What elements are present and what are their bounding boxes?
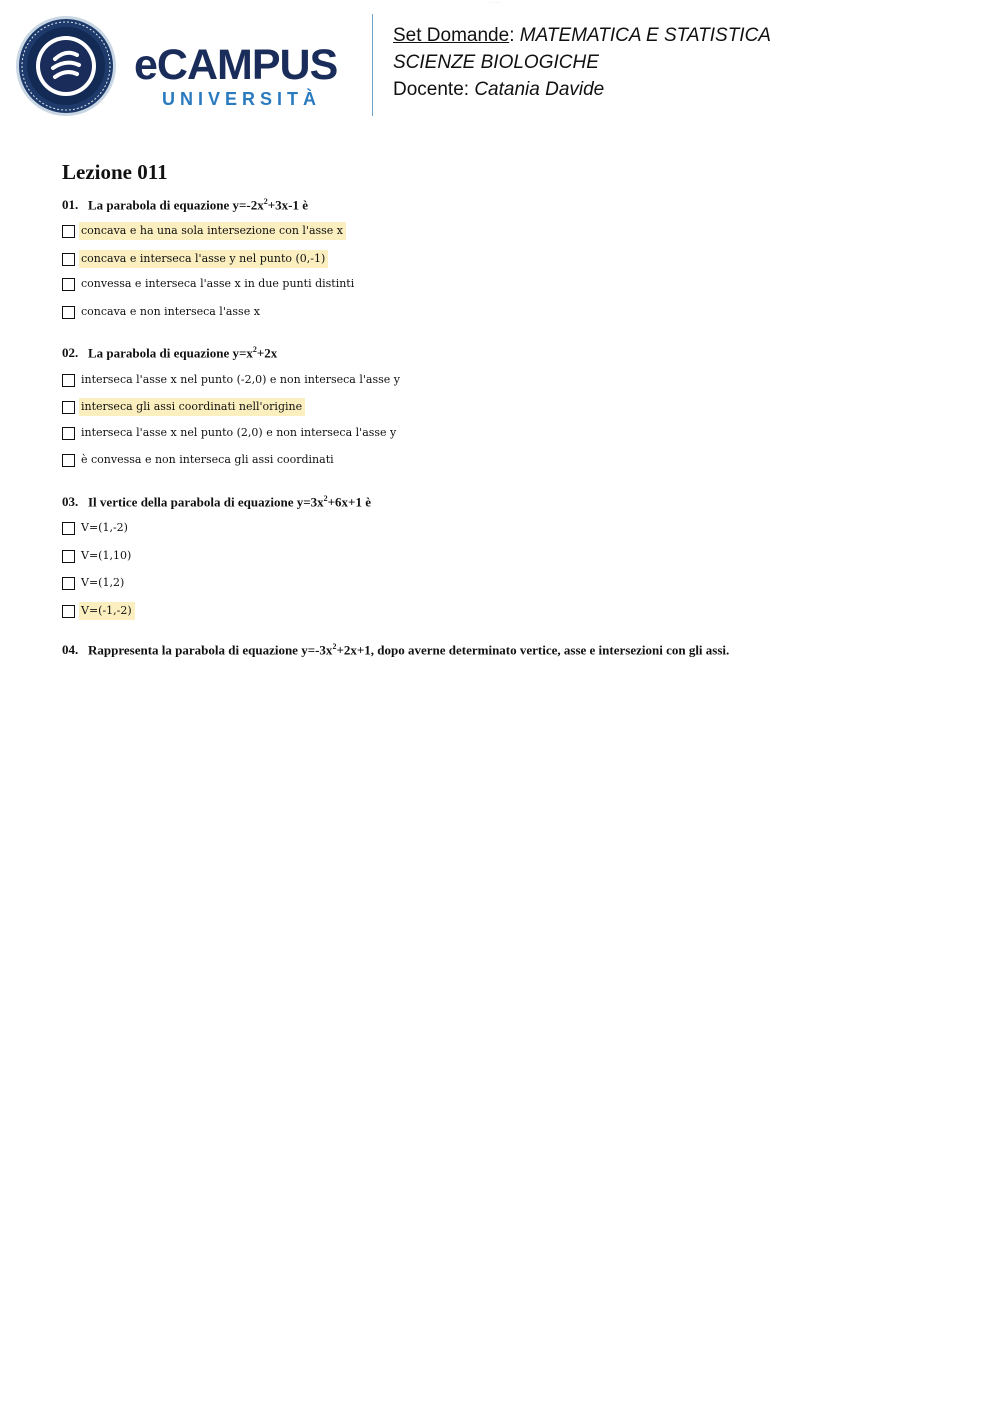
ecampus-wordmark: [134, 40, 359, 120]
question-text-b: +6x+1 è: [327, 494, 371, 510]
set-domande-line: [393, 22, 771, 49]
answer-checkbox[interactable]: [62, 522, 75, 535]
answer-option[interactable]: [62, 547, 134, 565]
answer-checkbox[interactable]: [62, 306, 75, 319]
answer-option[interactable]: [62, 602, 135, 620]
answer-checkbox[interactable]: [62, 225, 75, 238]
answer-option[interactable]: [62, 275, 357, 293]
answer-option[interactable]: [62, 398, 305, 416]
answer-text: interseca l'asse x nel punto (-2,0) e non interseca l'asse y: [81, 373, 400, 386]
question-exponent: 2: [252, 345, 257, 354]
question-02: [62, 345, 277, 361]
set-value-line1: MATEMATICA E STATISTICA: [519, 25, 771, 46]
question-number: 01.: [62, 197, 79, 213]
answer-text: concava e ha una sola intersezione con l'asse x: [79, 222, 346, 240]
question-text-b: +2x: [256, 345, 278, 361]
answer-option[interactable]: [62, 371, 403, 389]
answer-text: V=(1,-2): [81, 521, 128, 534]
question-text-a: Il vertice della parabola di equazione y=3x: [88, 494, 324, 510]
answer-option[interactable]: [62, 303, 263, 321]
answer-checkbox[interactable]: [62, 278, 75, 291]
answer-text: concava e non interseca l'asse x: [81, 305, 260, 318]
answer-checkbox[interactable]: [62, 374, 75, 387]
answer-text: interseca gli assi coordinati nell'origine: [79, 398, 305, 416]
question-text-a: La parabola di equazione y=x: [88, 345, 253, 361]
header-meta: [393, 22, 771, 103]
docente-label: Docente:: [393, 79, 475, 100]
answer-checkbox[interactable]: [62, 605, 75, 618]
page-top-mark: ··· ·······: [490, 0, 501, 4]
answer-option[interactable]: [62, 519, 131, 537]
question-03: [62, 494, 371, 510]
set-label: Set Domande: [393, 25, 510, 46]
answer-text: convessa e interseca l'asse x in due punti distinti: [81, 277, 355, 290]
lesson-title: Lezione 011: [62, 160, 168, 184]
answer-option[interactable]: [62, 451, 337, 469]
answer-checkbox[interactable]: [62, 550, 75, 563]
set-value-line2: SCIENZE BIOLOGICHE: [393, 52, 599, 73]
question-exponent: 2: [263, 197, 268, 206]
answer-text: interseca l'asse x nel punto (2,0) e non interseca l'asse y: [81, 426, 397, 439]
answer-text: è convessa e non interseca gli assi coordinati: [81, 453, 334, 466]
question-text-a: Rappresenta la parabola di equazione y=-3x: [88, 642, 333, 658]
answer-checkbox[interactable]: [62, 401, 75, 414]
answer-text: V=(1,2): [81, 576, 125, 589]
document-header: [0, 0, 1000, 130]
set-separator: :: [509, 25, 520, 46]
question-number: 04.: [62, 642, 79, 658]
question-01: [62, 197, 308, 213]
header-divider: [372, 14, 373, 116]
answer-checkbox[interactable]: [62, 253, 75, 266]
question-exponent: 2: [332, 642, 337, 651]
answer-text: V=(1,10): [81, 549, 132, 562]
answer-checkbox[interactable]: [62, 454, 75, 467]
answer-option[interactable]: [62, 574, 127, 592]
answer-option[interactable]: [62, 250, 328, 268]
docente-line: [393, 76, 771, 103]
answer-checkbox[interactable]: [62, 577, 75, 590]
question-text-b: +2x+1, dopo averne determinato vertice, asse e intersezioni con gli assi.: [336, 642, 730, 658]
brand-subtitle: UNIVERSITÀ: [162, 89, 322, 109]
answer-option[interactable]: [62, 222, 346, 240]
question-exponent: 2: [323, 494, 328, 503]
answer-text: V=(-1,-2): [79, 602, 135, 620]
answer-text: concava e interseca l'asse y nel punto (0,-1): [79, 250, 328, 268]
ecampus-seal-logo: [15, 15, 117, 117]
brand-word: eCAMPUS: [134, 41, 338, 89]
docente-value: Catania Davide: [474, 79, 605, 100]
answer-option[interactable]: [62, 424, 399, 442]
question-number: 03.: [62, 494, 79, 510]
question-text-b: +3x-1 è: [267, 197, 308, 213]
answer-checkbox[interactable]: [62, 427, 75, 440]
question-text-a: La parabola di equazione y=-2x: [88, 197, 264, 213]
question-number: 02.: [62, 345, 79, 361]
question-04: [62, 642, 729, 658]
